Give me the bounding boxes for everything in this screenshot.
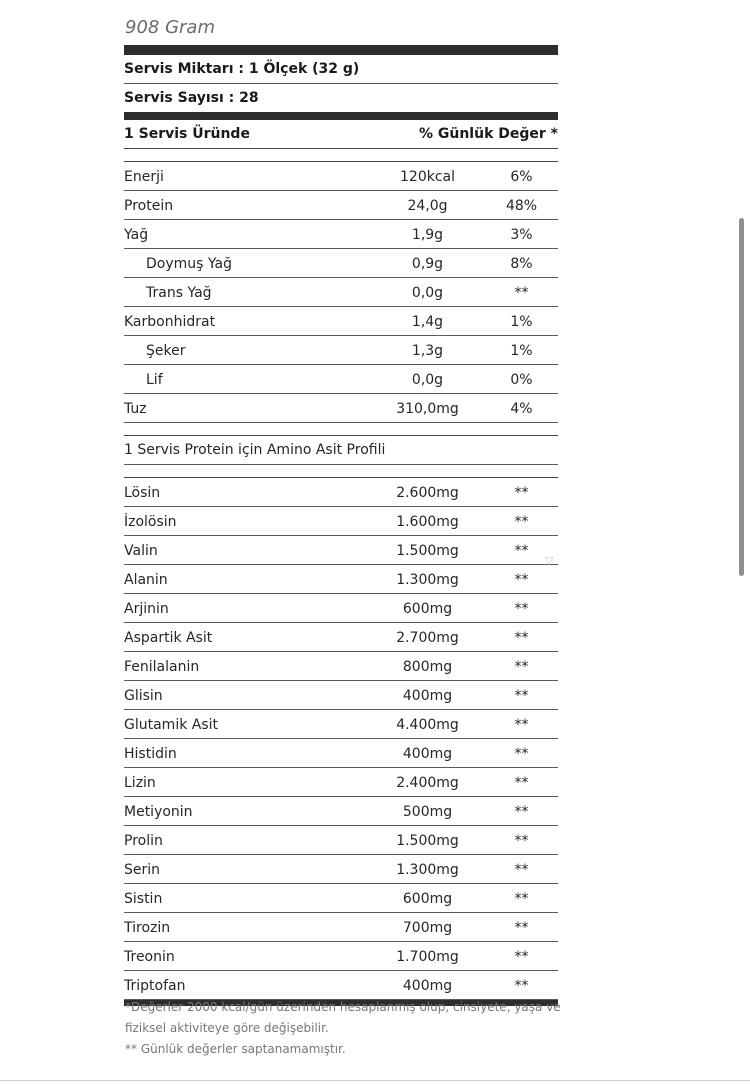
- spacer: [124, 465, 558, 478]
- product-weight: 908 Gram: [125, 17, 215, 38]
- nutrient-row-amount: 24,0g: [407, 198, 448, 214]
- nutrient-row-name: Protein: [124, 198, 174, 214]
- amino-acid-row-name: Prolin: [124, 833, 163, 849]
- servings-count: Servis Sayısı : 28: [124, 90, 259, 106]
- amino-acid-row-amount: 1.300mg: [396, 862, 459, 878]
- nutrient-row-name: Doymuş Yağ: [146, 256, 232, 272]
- per-serving-label: 1 Servis Üründe: [124, 126, 250, 142]
- amino-acid-row-amount: 600mg: [402, 601, 453, 617]
- spacer: [124, 423, 558, 436]
- nutrient-row-amount: 0,0g: [411, 285, 444, 301]
- amino-acid-row-amount: 1.500mg: [396, 543, 459, 559]
- amino-acid-row: [124, 536, 558, 565]
- amino-acid-row-daily-value: **: [514, 485, 529, 501]
- amino-acid-row: [124, 594, 558, 623]
- amino-acid-row: [124, 971, 558, 1000]
- nutrient-row: [124, 336, 558, 365]
- nutrient-row: [124, 191, 558, 220]
- amino-acid-row-daily-value: **: [514, 949, 529, 965]
- amino-acid-row-daily-value: **: [514, 891, 529, 907]
- nutrient-row-amount: 1,4g: [411, 314, 444, 330]
- amino-acid-row-name: Lösin: [124, 485, 161, 501]
- nutrient-row-daily-value: 0%: [510, 372, 533, 388]
- table-header: [124, 120, 558, 149]
- chevron-down-icon: ▽: [545, 554, 554, 567]
- amino-acid-row-name: Arjinin: [124, 601, 169, 617]
- amino-acid-row-name: Fenilalanin: [124, 659, 200, 675]
- amino-acid-row-name: Treonin: [124, 949, 175, 965]
- amino-acid-row-amount: 1.700mg: [396, 949, 459, 965]
- amino-acid-row-daily-value: **: [514, 630, 529, 646]
- nutrient-row-name: Tuz: [124, 401, 147, 417]
- amino-acid-row-amount: 400mg: [402, 688, 453, 704]
- spacer: [124, 149, 558, 162]
- nutrient-row: [124, 249, 558, 278]
- amino-acid-row: [124, 826, 558, 855]
- amino-acid-row-daily-value: **: [514, 775, 529, 791]
- nutrient-row-daily-value: 1%: [510, 343, 533, 359]
- amino-acid-row-daily-value: **: [514, 804, 529, 820]
- header-thick-divider: [124, 112, 558, 120]
- nutrient-row-amount: 1,9g: [411, 227, 444, 243]
- amino-acid-row: [124, 797, 558, 826]
- amino-acid-row-name: Histidin: [124, 746, 177, 762]
- daily-value-label: % Günlük Değer *: [418, 126, 558, 142]
- nutrient-row-name: Karbonhidrat: [124, 314, 216, 330]
- serving-size: Servis Miktarı : 1 Ölçek (32 g): [124, 55, 558, 84]
- nutrient-row-amount: 0,0g: [411, 372, 444, 388]
- amino-acid-row-daily-value: **: [514, 659, 529, 675]
- amino-acid-row-amount: 2.600mg: [396, 485, 459, 501]
- amino-acid-row-name: Glutamik Asit: [124, 717, 219, 733]
- nutrient-list: [124, 162, 558, 423]
- nutrient-row: [124, 162, 558, 191]
- amino-acid-row-amount: 1.600mg: [396, 514, 459, 530]
- amino-acid-row: [124, 768, 558, 797]
- nutrient-row-daily-value: **: [514, 285, 529, 301]
- nutrient-row: [124, 220, 558, 249]
- amino-acid-row-amount: 4.400mg: [396, 717, 459, 733]
- amino-acid-row-amount: 1.300mg: [396, 572, 459, 588]
- amino-acid-row: [124, 681, 558, 710]
- footnote-undetermined: ** Günlük değerler saptanamamıştır.: [125, 1042, 346, 1056]
- amino-acid-row-daily-value: **: [514, 978, 529, 994]
- nutrient-row-amount: 1,3g: [411, 343, 444, 359]
- amino-acid-row-name: Glisin: [124, 688, 163, 704]
- amino-acid-row: [124, 739, 558, 768]
- amino-acid-row-amount: 400mg: [402, 746, 453, 762]
- amino-acid-row: [124, 710, 558, 739]
- nutrient-row-name: Enerji: [124, 169, 164, 185]
- nutrient-row-daily-value: 48%: [505, 198, 538, 214]
- nutrition-facts-table: [124, 45, 558, 1006]
- amino-acid-row-amount: 2.400mg: [396, 775, 459, 791]
- amino-acid-row-name: Triptofan: [124, 978, 186, 994]
- footnote-daily-values: *Değerler 2000 kcal/gün üzerinden hesaplanmış olup, cinsiyete, yaşa ve fiziksel aktiviteye göre değişebilir.: [125, 1000, 561, 1035]
- amino-acid-row-daily-value: **: [514, 543, 529, 559]
- nutrient-row: [124, 365, 558, 394]
- amino-acid-row-daily-value: **: [514, 746, 529, 762]
- nutrient-row-name: Trans Yağ: [146, 285, 212, 301]
- page-bottom-divider: [0, 1080, 750, 1081]
- nutrient-row-amount: 310,0mg: [396, 401, 459, 417]
- amino-acid-row-name: Tirozin: [124, 920, 171, 936]
- amino-acid-row: [124, 884, 558, 913]
- nutrient-row: [124, 394, 558, 423]
- amino-acid-row-name: Alanin: [124, 572, 168, 588]
- amino-acid-row-daily-value: **: [514, 717, 529, 733]
- nutrient-row-daily-value: 4%: [510, 401, 533, 417]
- amino-acid-row-amount: 1.500mg: [396, 833, 459, 849]
- nutrient-row-daily-value: 1%: [510, 314, 533, 330]
- amino-acid-row: [124, 652, 558, 681]
- amino-acid-row-daily-value: **: [514, 601, 529, 617]
- amino-acid-row-amount: 600mg: [402, 891, 453, 907]
- nutrient-row: [124, 307, 558, 336]
- amino-acid-row-name: Metiyonin: [124, 804, 193, 820]
- amino-acid-row: [124, 913, 558, 942]
- amino-acid-row-amount: 800mg: [402, 659, 453, 675]
- amino-acid-row-daily-value: **: [514, 833, 529, 849]
- nutrient-row-name: Şeker: [146, 343, 186, 359]
- amino-acid-row-amount: 2.700mg: [396, 630, 459, 646]
- amino-acid-row: [124, 623, 558, 652]
- amino-acid-row-name: Serin: [124, 862, 161, 878]
- amino-acid-row: [124, 565, 558, 594]
- footnotes: [125, 997, 565, 1060]
- amino-acid-row-daily-value: **: [514, 688, 529, 704]
- amino-acid-row-amount: 400mg: [402, 978, 453, 994]
- nutrient-row-daily-value: 6%: [510, 169, 533, 185]
- amino-acid-list: [124, 478, 558, 1000]
- nutrient-row-daily-value: 3%: [510, 227, 533, 243]
- amino-acid-row-daily-value: **: [514, 514, 529, 530]
- nutrient-row-name: Lif: [146, 372, 163, 388]
- top-thick-divider: [124, 45, 558, 55]
- amino-acid-row: [124, 507, 558, 536]
- nutrient-row-daily-value: 8%: [510, 256, 533, 272]
- amino-acid-row: [124, 942, 558, 971]
- amino-acid-row-daily-value: **: [514, 572, 529, 588]
- amino-acid-row-name: Aspartik Asit: [124, 630, 213, 646]
- amino-acid-row-daily-value: **: [514, 920, 529, 936]
- amino-acid-row-name: Valin: [124, 543, 158, 559]
- amino-acid-row-daily-value: **: [514, 862, 529, 878]
- nutrient-row: [124, 278, 558, 307]
- amino-acid-row-name: Sistin: [124, 891, 163, 907]
- nutrient-row-amount: 0,9g: [411, 256, 444, 272]
- amino-acid-row-name: Lizin: [124, 775, 156, 791]
- amino-acid-row-name: İzolösin: [124, 514, 177, 530]
- nutrient-row-amount: 120kcal: [400, 169, 455, 185]
- amino-acid-profile-title: 1 Servis Protein için Amino Asit Profili: [124, 436, 558, 465]
- amino-acid-row: [124, 855, 558, 884]
- amino-acid-row: [124, 478, 558, 507]
- scrollbar[interactable]: [739, 218, 744, 576]
- amino-acid-row-amount: 500mg: [402, 804, 453, 820]
- amino-acid-row-amount: 700mg: [402, 920, 453, 936]
- nutrient-row-name: Yağ: [124, 227, 149, 243]
